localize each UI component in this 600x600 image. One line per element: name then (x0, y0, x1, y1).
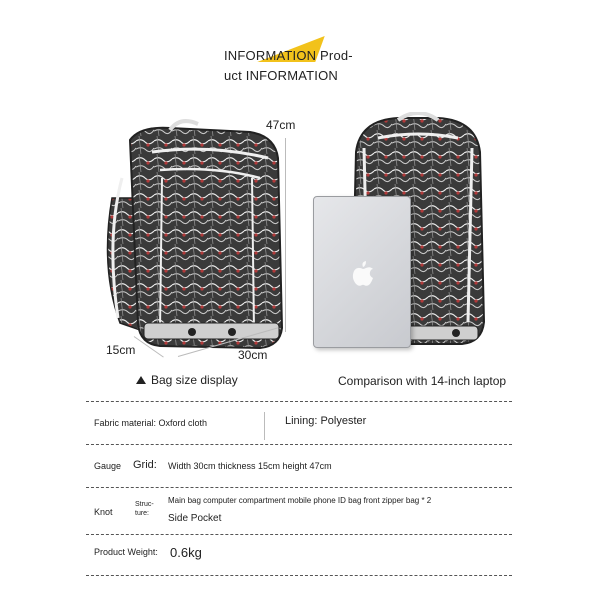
knot-label: Knot (94, 507, 113, 517)
fabric-material-label: Fabric material: Oxford cloth (94, 418, 208, 428)
spec-divider-2 (86, 444, 512, 445)
depth-dimension-label: 15cm (106, 343, 136, 357)
structure-value-line-1: Main bag computer compartment mobile phone ID bag front zipper bag * 2 (168, 496, 432, 505)
backpack-side-view (100, 118, 290, 358)
spec-divider-5 (86, 575, 512, 576)
laptop-image (313, 196, 411, 348)
header-title-line-2: uct INFORMATION (224, 68, 338, 83)
lining-label: Lining: Polyester (285, 415, 367, 427)
apple-logo-icon (351, 261, 375, 287)
width-dimension-label: 30cm (238, 348, 268, 362)
grid-label: Grid: (133, 459, 157, 471)
product-weight-label: Product Weight: (94, 547, 158, 557)
triangle-up-icon (136, 376, 146, 384)
spec-column-divider (264, 412, 265, 440)
structure-label-line-1: Struc- (135, 501, 154, 508)
product-weight-value: 0.6kg (170, 545, 202, 560)
height-dimension-label: 47cm (266, 118, 296, 132)
header-title-line-1: INFORMATION Prod- (224, 48, 353, 63)
spec-divider-4 (86, 534, 512, 535)
structure-label-line-2: ture: (135, 510, 150, 517)
spec-divider-1 (86, 401, 512, 402)
laptop-comparison-caption: Comparison with 14-inch laptop (338, 374, 507, 388)
gauge-label: Gauge (94, 461, 122, 471)
grid-value: Width 30cm thickness 15cm height 47cm (168, 461, 332, 471)
structure-value-line-2: Side Pocket (168, 513, 222, 524)
spec-divider-3 (86, 487, 512, 488)
bag-size-caption: Bag size display (151, 373, 238, 387)
